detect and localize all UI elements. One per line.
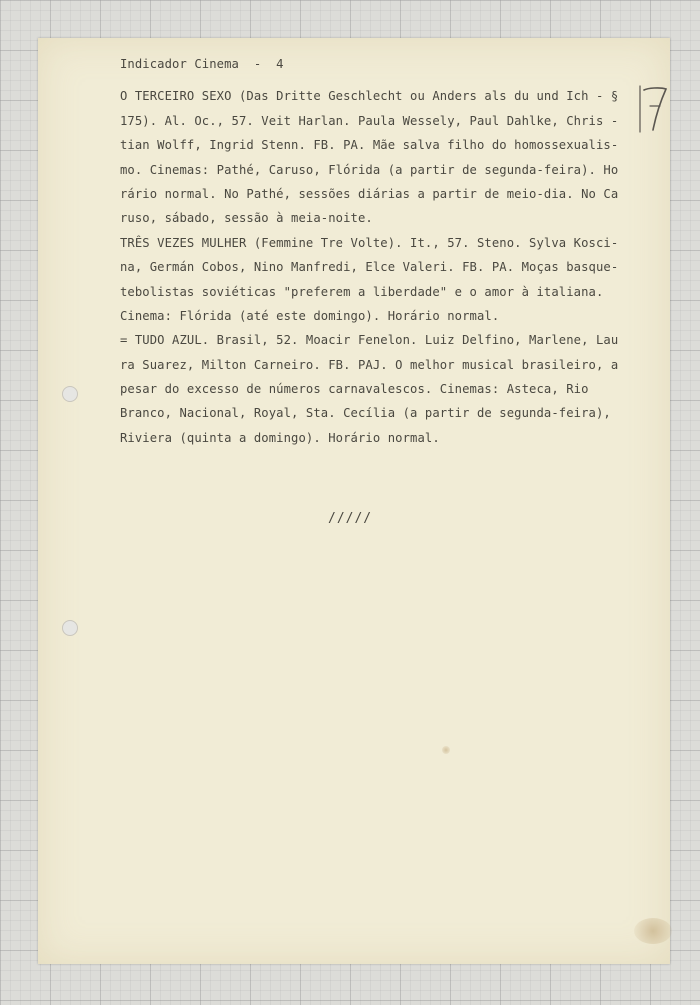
text-line: 175). Al. Oc., 57. Veit Harlan. Paula Wessely, Paul Dahlke, Chris - [120, 113, 619, 128]
separator-marks: ///// [328, 511, 373, 526]
handwritten-margin-note [638, 84, 672, 136]
text-line: Riviera (quinta a domingo). Horário normal. [120, 430, 440, 445]
text-line: na, Germán Cobos, Nino Manfredi, Elce Valeri. FB. PA. Moças basque- [120, 260, 619, 275]
text-line: pesar do excesso de números carnavalescos. Cinemas: Asteca, Rio [120, 382, 589, 397]
punch-hole-top [62, 386, 78, 402]
text-line: O TERCEIRO SEXO (Das Dritte Geschlecht ou Anders als du und Ich - § [120, 89, 619, 104]
text-line: tebolistas soviéticas "preferem a liberdade" e o amor à italiana. [120, 284, 604, 299]
text-line: tian Wolff, Ingrid Stenn. FB. PA. Mãe salva filho do homossexualis- [120, 138, 619, 153]
stain-mark [442, 746, 450, 754]
text-line: Cinema: Flórida (até este domingo). Horário normal. [120, 308, 500, 323]
text-line: mo. Cinemas: Pathé, Caruso, Flórida (a partir de segunda-feira). Ho [120, 162, 619, 177]
typed-text [120, 52, 650, 450]
text-line: TRÊS VEZES MULHER (Femmine Tre Volte). It., 57. Steno. Sylva Kosci- [120, 235, 619, 250]
text-line: ruso, sábado, sessão à meia-noite. [120, 211, 373, 226]
page-header: Indicador Cinema - 4 [120, 57, 284, 71]
text-line: ra Suarez, Milton Carneiro. FB. PAJ. O melhor musical brasileiro, a [120, 357, 619, 372]
stain-mark [634, 918, 672, 944]
text-line: Branco, Nacional, Royal, Sta. Cecília (a partir de segunda-feira), [120, 406, 611, 421]
text-line: = TUDO AZUL. Brasil, 52. Moacir Fenelon. Luiz Delfino, Marlene, Lau [120, 333, 619, 348]
text-line: rário normal. No Pathé, sessões diárias a partir de meio-dia. No Ca [120, 186, 619, 201]
punch-hole-bottom [62, 620, 78, 636]
